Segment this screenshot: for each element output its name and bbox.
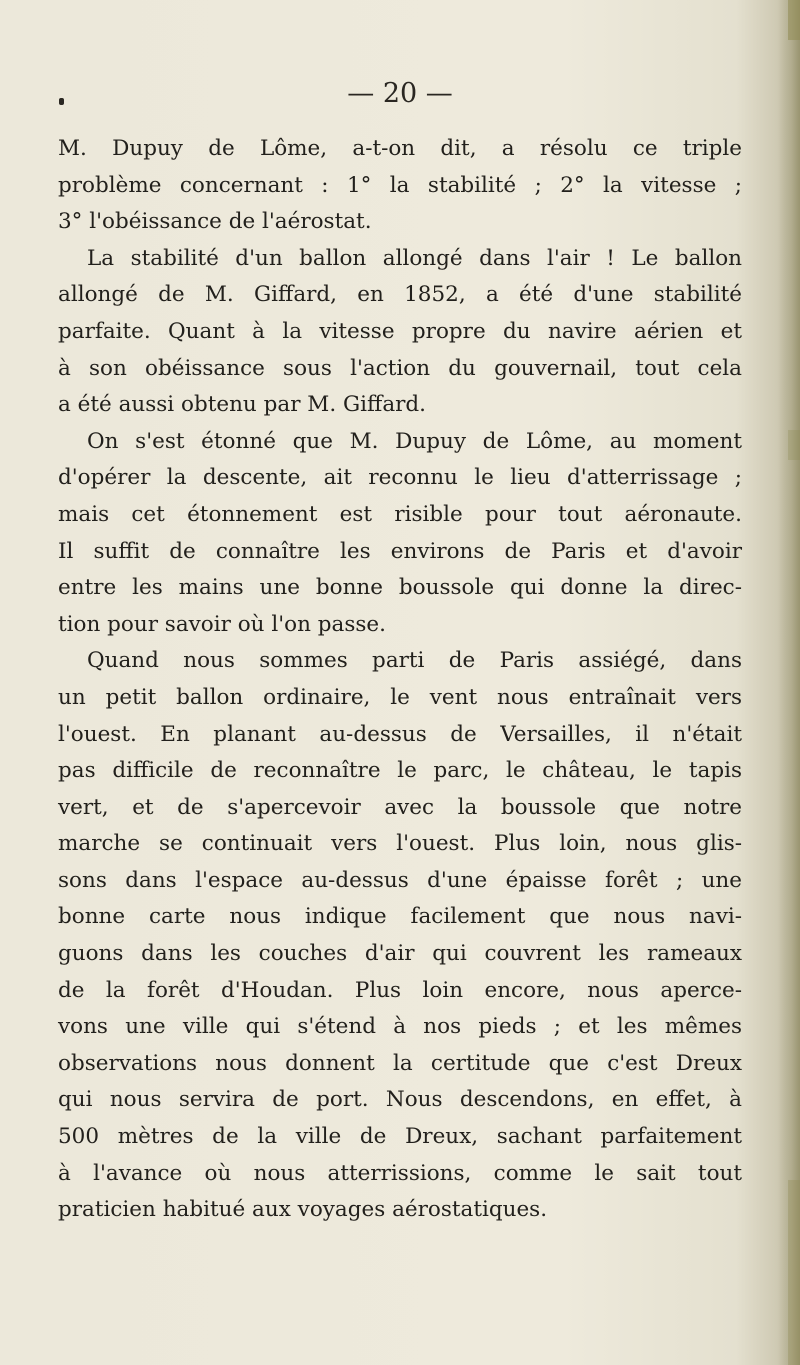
- text-line: 500 mètres de la ville de Dreux, sachant parfaitement: [58, 1124, 742, 1150]
- page-edge-stain: [788, 430, 800, 460]
- text-line: La stabilité d'un ballon allongé dans l'air ! Le ballon: [87, 245, 742, 271]
- text-line: vert, et de s'apercevoir avec la boussole que notre: [58, 794, 742, 820]
- text-line: parfaite. Quant à la vitesse propre du navire aérien et: [58, 318, 742, 344]
- text-line: Il suffit de connaître les environs de Paris et d'avoir: [58, 538, 742, 564]
- text-line: marche se continuait vers l'ouest. Plus loin, nous glis-: [58, 831, 742, 857]
- page-number: — 20 —: [347, 78, 453, 109]
- text-line: allongé de M. Giffard, en 1852, a été d'une stabilité: [58, 282, 742, 308]
- page-edge-stain: [788, 1180, 800, 1365]
- page-edge-shadow: [778, 0, 800, 1365]
- text-line: guons dans les couches d'air qui couvrent les rameaux: [58, 941, 742, 967]
- text-line: à son obéissance sous l'action du gouvernail, tout cela: [58, 355, 742, 381]
- text-line: pas difficile de reconnaître le parc, le château, le tapis: [58, 758, 742, 784]
- text-line: praticien habitué aux voyages aérostatiques.: [58, 1197, 548, 1223]
- body-text: [58, 131, 742, 1229]
- text-line: l'ouest. En planant au-dessus de Versailles, il n'était: [58, 721, 742, 747]
- text-line: problème concernant : 1° la stabilité ; 2° la vitesse ;: [58, 172, 742, 198]
- text-line: vons une ville qui s'étend à nos pieds ; et les mêmes: [58, 1014, 742, 1040]
- text-line: à l'avance où nous atterrissions, comme le sait tout: [58, 1160, 742, 1186]
- text-line: mais cet étonnement est risible pour tout aéronaute.: [58, 501, 742, 527]
- text-line: de la forêt d'Houdan. Plus loin encore, nous aperce-: [58, 977, 742, 1003]
- text-line: 3° l'obéissance de l'aérostat.: [58, 209, 372, 235]
- text-line: tion pour savoir où l'on passe.: [58, 611, 386, 637]
- text-line: sons dans l'espace au-dessus d'une épaisse forêt ; une: [58, 867, 742, 893]
- text-line: M. Dupuy de Lôme, a-t-on dit, a résolu ce triple: [58, 136, 742, 161]
- text-line: observations nous donnent la certitude que c'est Dreux: [58, 1050, 742, 1076]
- text-line: On s'est étonné que M. Dupuy de Lôme, au moment: [87, 428, 742, 454]
- text-line: d'opérer la descente, ait reconnu le lieu d'atterrissage ;: [58, 465, 742, 491]
- text-line: a été aussi obtenu par M. Giffard.: [58, 392, 427, 418]
- text-line: qui nous servira de port. Nous descendons, en effet, à: [58, 1087, 742, 1113]
- text-line: bonne carte nous indique facilement que nous navi-: [58, 904, 742, 930]
- text-line: Quand nous sommes parti de Paris assiégé, dans: [87, 648, 742, 674]
- page-edge-stain: [788, 0, 800, 40]
- text-line: un petit ballon ordinaire, le vent nous entraînait vers: [58, 684, 742, 710]
- text-line: entre les mains une bonne boussole qui donne la direc-: [58, 575, 742, 601]
